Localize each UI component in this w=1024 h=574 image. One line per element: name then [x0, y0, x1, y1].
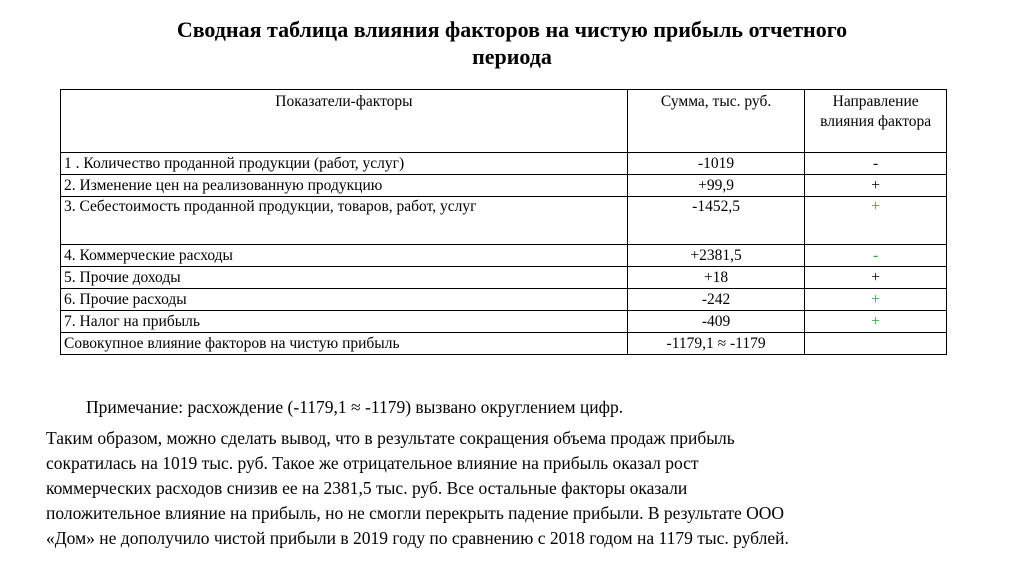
direction-cell: +: [805, 311, 947, 333]
direction-cell: +: [805, 175, 947, 197]
direction-cell: -: [805, 153, 947, 175]
factor-cell: 6. Прочие расходы: [61, 289, 628, 311]
factor-cell: 1 . Количество проданной продукции (работ, услуг): [61, 153, 628, 175]
factor-cell: 5. Прочие доходы: [61, 267, 628, 289]
title-line-1: Сводная таблица влияния факторов на чистую прибыль отчетного: [176, 17, 848, 42]
factor-cell: 4. Коммерческие расходы: [61, 245, 628, 267]
table-row: [61, 289, 947, 311]
conclusion-line: коммерческих расходов снизив ее на 2381,5 тыс. руб. Все остальные факторы оказали: [46, 478, 688, 498]
table-row: [61, 245, 947, 267]
sum-cell: +99,9: [627, 175, 804, 197]
header-sum: Сумма, тыс. руб.: [627, 90, 804, 153]
sum-cell: +18: [627, 267, 804, 289]
total-factor-cell: Совокупное влияние факторов на чистую прибыль: [61, 333, 628, 355]
page-title: [0, 16, 1024, 70]
conclusion-paragraph: [46, 426, 976, 551]
factor-cell: 7. Налог на прибыль: [61, 311, 628, 333]
direction-cell: +: [805, 267, 947, 289]
title-line-2: периода: [472, 44, 552, 69]
conclusion-line: сократилась на 1019 тыс. руб. Такое же отрицательное влияние на прибыль оказал рост: [46, 453, 699, 473]
direction-cell: -: [805, 245, 947, 267]
table-row: [61, 197, 947, 245]
header-factor: Показатели-факторы: [61, 90, 628, 153]
header-direction: Направление влияния фактора: [805, 90, 947, 153]
table-row: [61, 311, 947, 333]
footnote: Примечание: расхождение (-1179,1 ≈ -1179) вызвано округлением цифр.: [86, 397, 624, 417]
total-direction-cell: [805, 333, 947, 355]
sum-cell: -242: [627, 289, 804, 311]
table-total-row: [61, 333, 947, 355]
sum-cell: -409: [627, 311, 804, 333]
sum-cell: -1452,5: [627, 197, 804, 245]
conclusion-line: положительное влияние на прибыль, но не смогли перекрыть падение прибыли. В результате ООО: [46, 503, 785, 523]
conclusion-line: «Дом» не дополучило чистой прибыли в 2019 году по сравнению с 2018 годом на 1179 тыс. рублей.: [46, 528, 789, 548]
table-row: [61, 267, 947, 289]
direction-cell: +: [805, 289, 947, 311]
direction-cell: +: [805, 197, 947, 245]
table-row: [61, 175, 947, 197]
factor-cell: 2. Изменение цен на реализованную продукцию: [61, 175, 628, 197]
sum-cell: -1019: [627, 153, 804, 175]
total-sum-cell: -1179,1 ≈ -1179: [627, 333, 804, 355]
factor-cell: 3. Себестоимость проданной продукции, товаров, работ, услуг: [61, 197, 628, 245]
table-row: [61, 153, 947, 175]
table-header-row: [61, 90, 947, 153]
conclusion-line: Таким образом, можно сделать вывод, что в результате сокращения объема продаж прибыль: [46, 428, 735, 448]
factors-table: [60, 89, 947, 355]
sum-cell: +2381,5: [627, 245, 804, 267]
